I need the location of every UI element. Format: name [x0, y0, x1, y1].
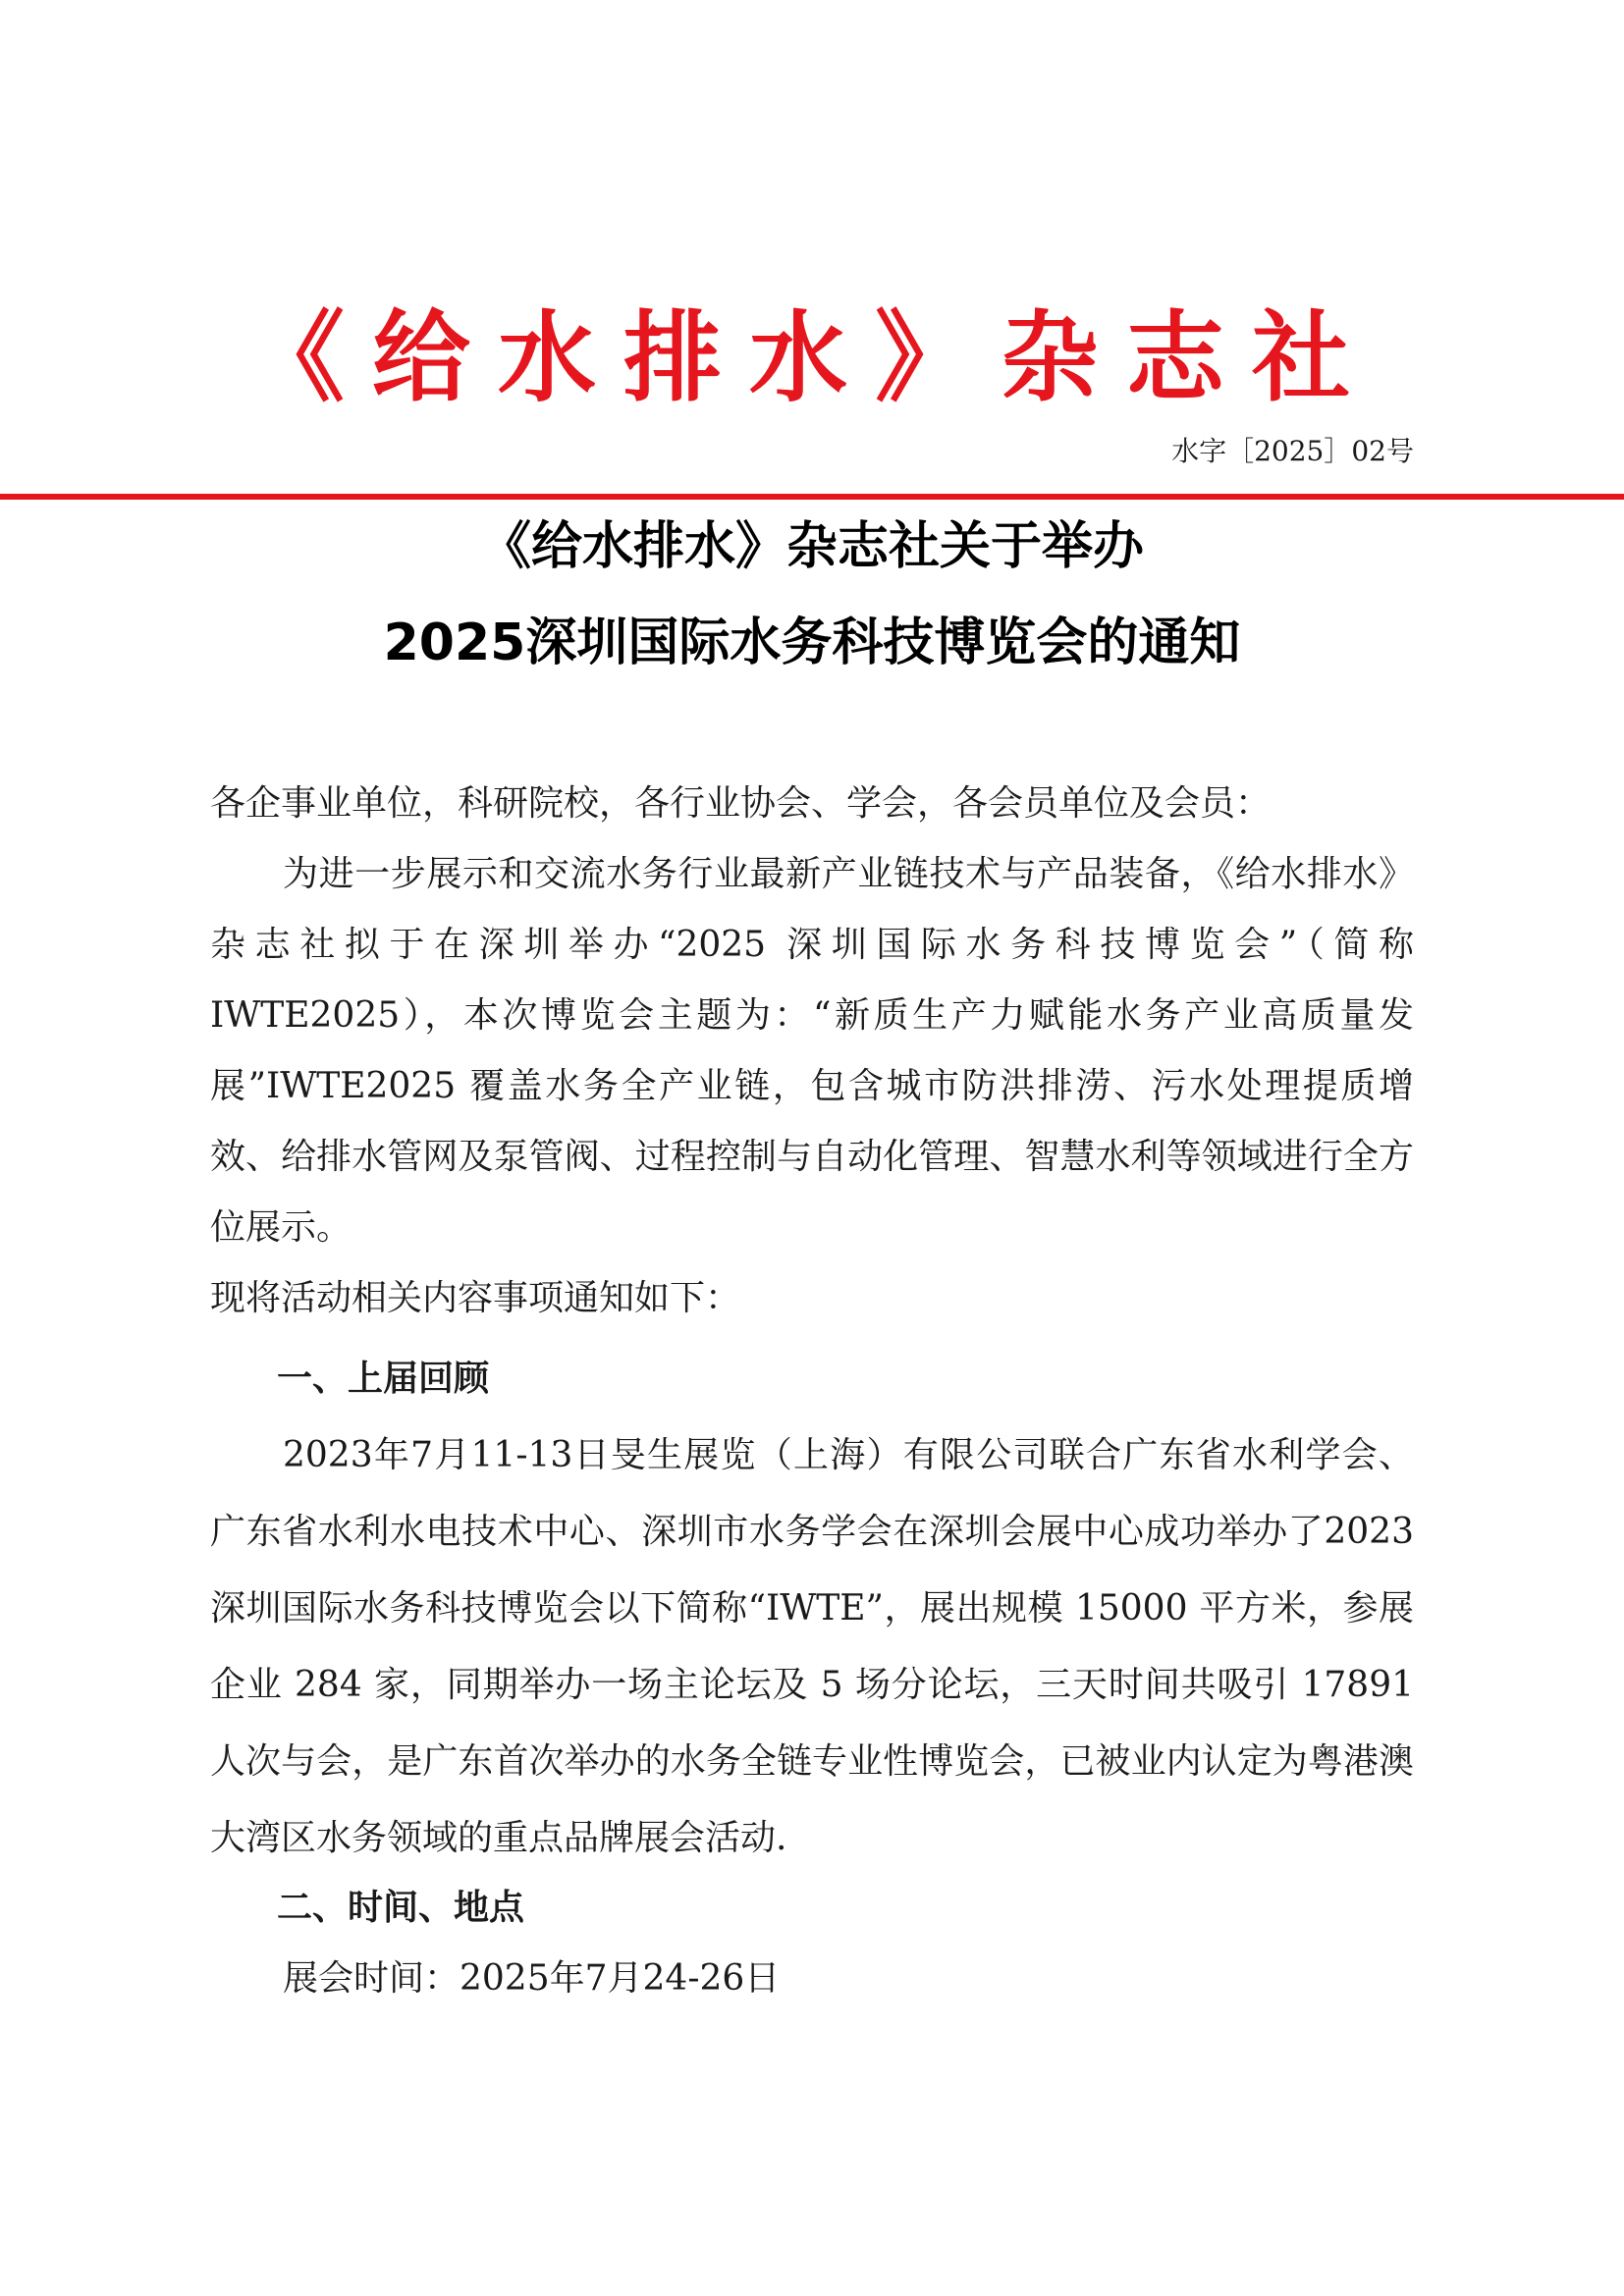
salutation: 各企事业单位，科研院校，各行业协会、学会，各会员单位及会员：: [210, 783, 1272, 824]
notice-title-line-2: 2025深圳国际水务科技博览会的通知: [383, 614, 1241, 672]
red-divider: [0, 494, 1624, 500]
section-time-place: [210, 1873, 1414, 2014]
exhibition-time: 展会时间：2025年7月24-26日: [283, 1958, 781, 1999]
notice-title-line-1: 《给水排水》杂志社关于举办: [479, 517, 1144, 576]
section-review-body: [210, 1417, 1414, 1877]
section-review: [210, 1344, 1414, 1415]
notice-body: [210, 769, 1414, 1334]
section-2-heading: 二、时间、地点: [277, 1888, 525, 1928]
intro-paragraph: 为进一步展示和交流水务行业最新产业链技术与产品装备，《给水排水》杂志社拟于在深圳举办“2025 深圳国际水务科技博览会”（简称IWTE2025），本次博览会主题为：“新质生产力赋能水务产业高质量发展”IWTE2025 覆盖水务全产业链，包含城市防洪排涝、污水处理提质增效、给排水管网及泵管阀、过程控制与自动化管理、智慧水利等领域进行全方位展示。: [210, 854, 1414, 1248]
section-1-heading: 一、上届回顾: [277, 1359, 490, 1399]
section-1-paragraph: 2023年7月11-13日旻生展览（上海）有限公司联合广东省水利学会、广东省水利水电技术中心、深圳市水务学会在深圳会展中心成功举办了2023 深圳国际水务科技博览会以下简称“IWTE”，展出规模 15000 平方米，参展企业 284 家，同期举办一场主论坛及 5 场分论坛，三天时间共吸引 17891 人次与会，是广东首次举办的水务全链专业性博览会，已被业内认定为粤港澳大湾区水务领域的重点品牌展会活动.: [210, 1435, 1414, 1858]
notice-lead: 现将活动相关内容事项通知如下：: [210, 1278, 741, 1318]
document-number: 水字［2025］02号: [1171, 435, 1414, 467]
masthead-title: 《给水排水》杂志社: [246, 300, 1378, 415]
